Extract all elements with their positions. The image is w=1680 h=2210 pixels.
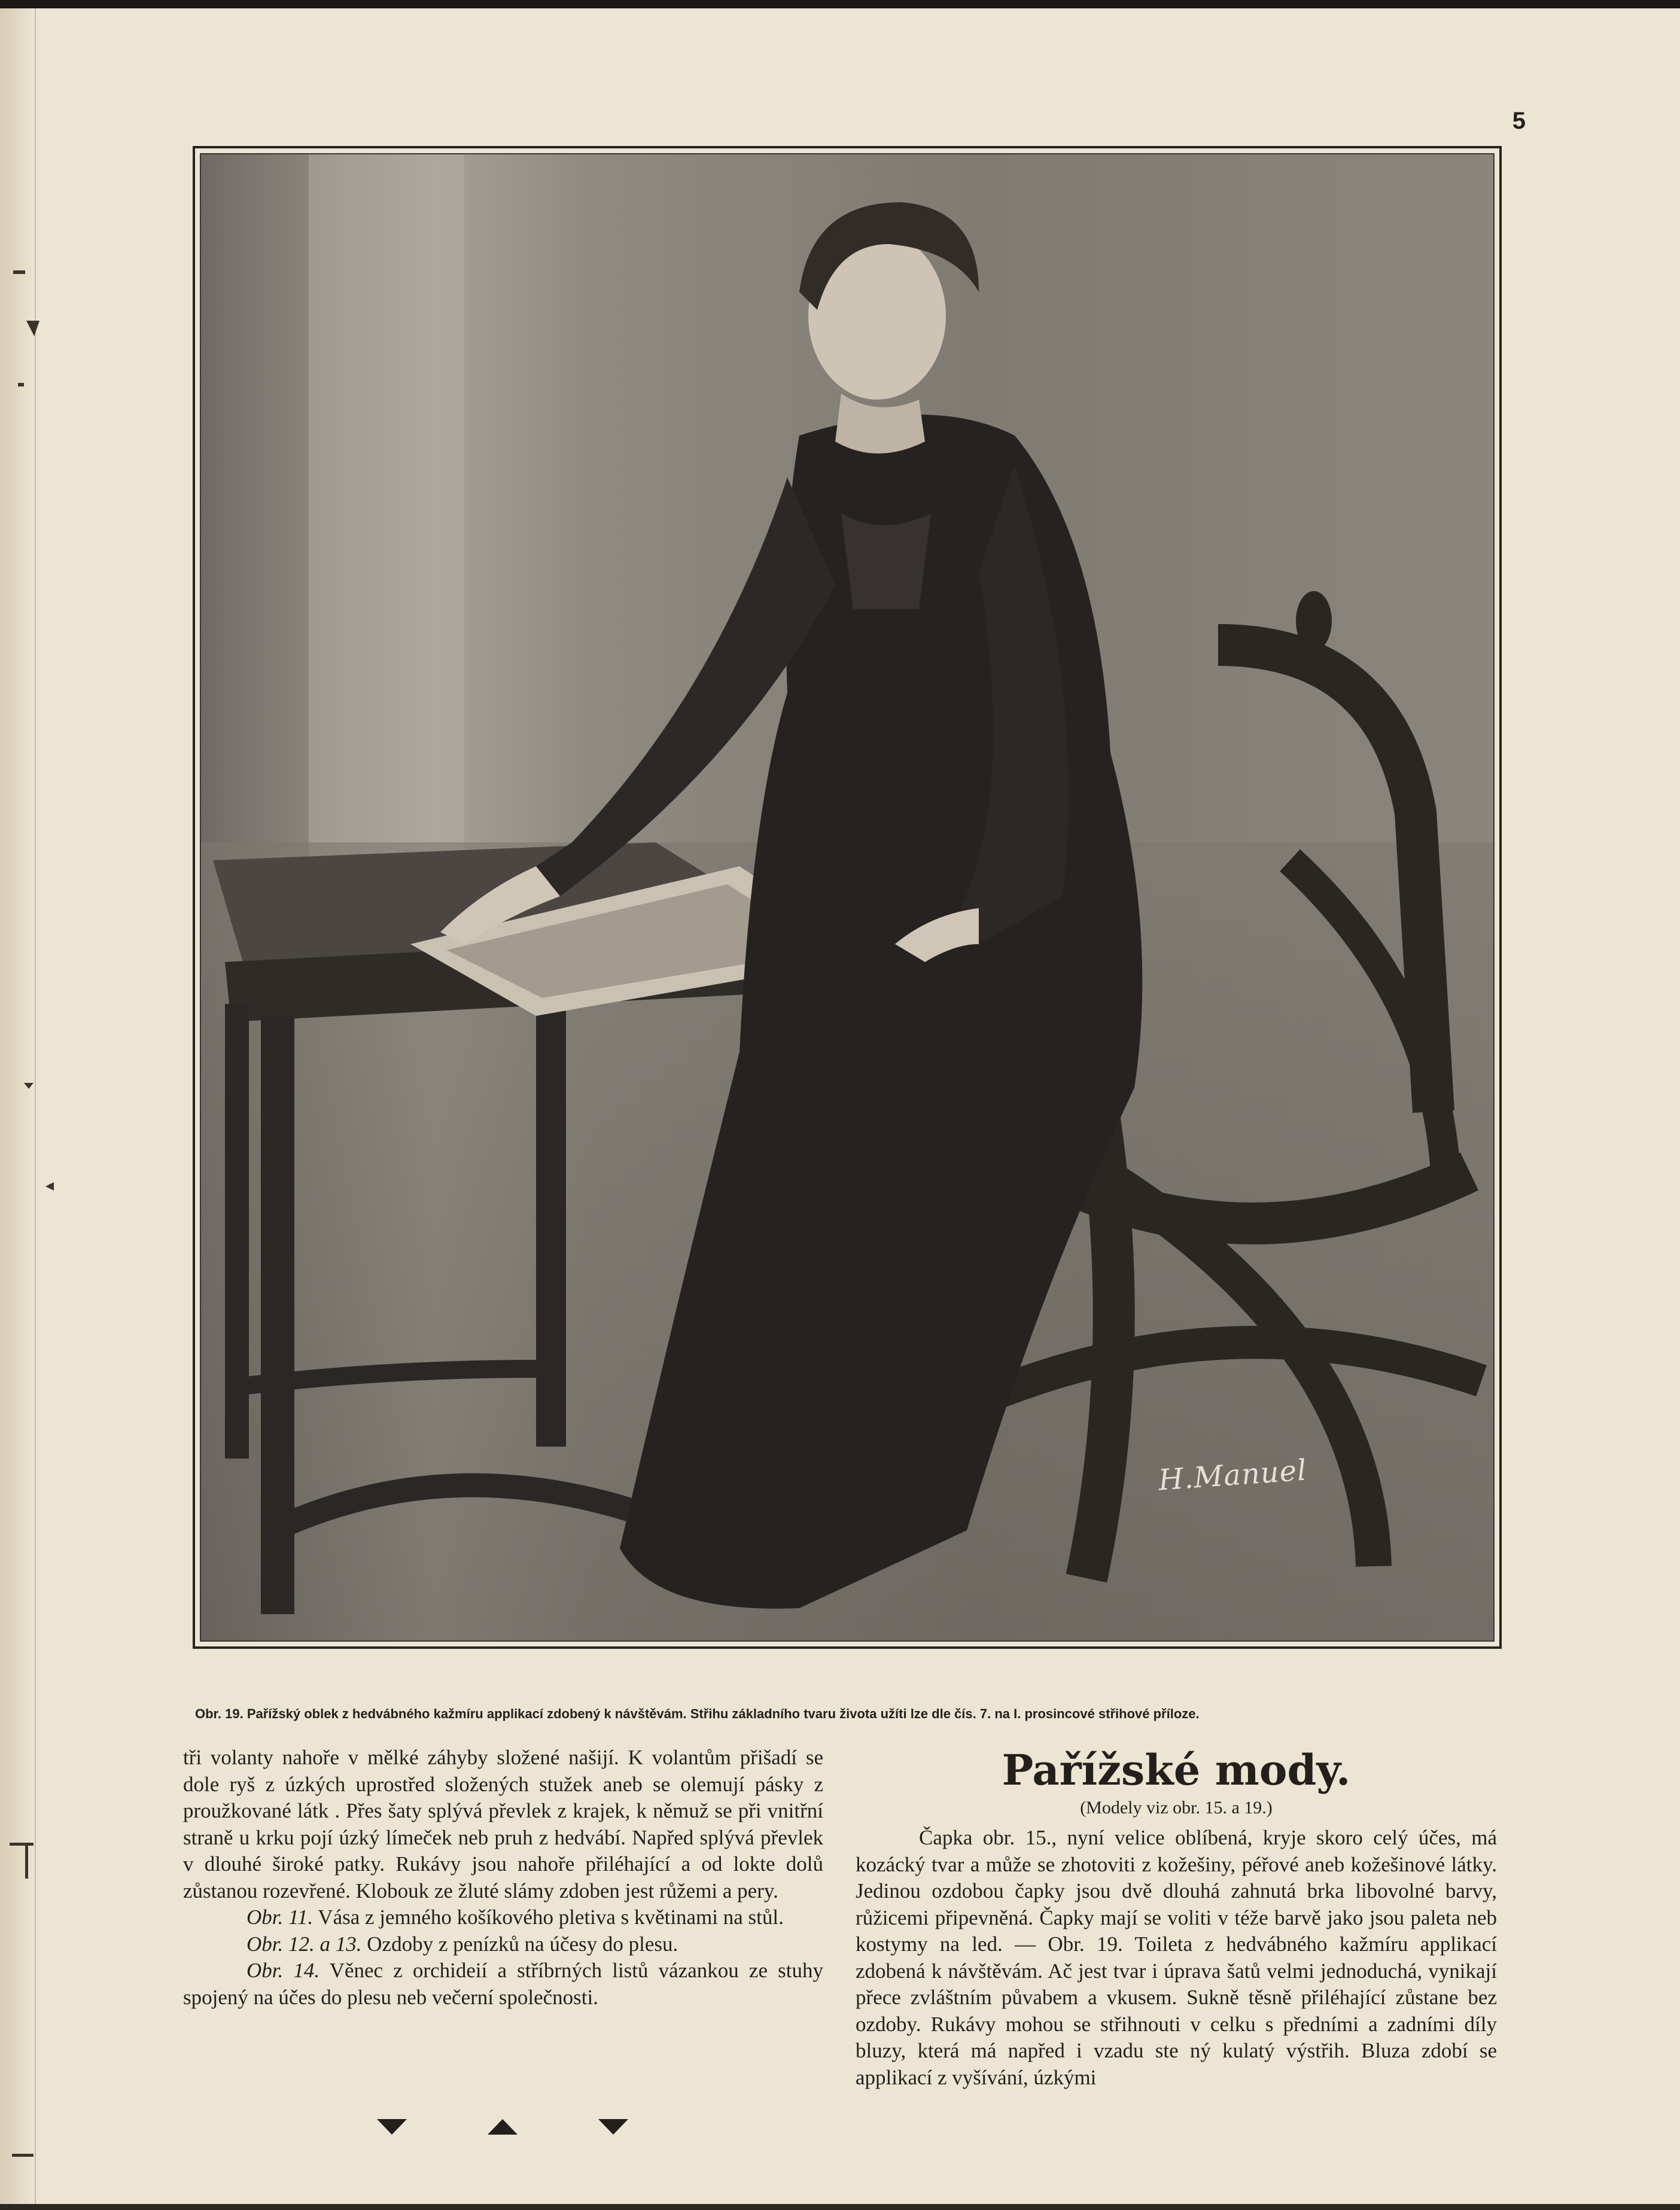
figure-reference: Obr. 12. a 13. (246, 1932, 362, 1956)
photo-illustration (201, 154, 1493, 1640)
backdrop-column (309, 154, 464, 860)
scan-edge-top (0, 0, 1680, 8)
list-item (183, 1958, 823, 2011)
margin-mark (13, 270, 25, 274)
binding-gutter (0, 8, 36, 2204)
figure-reference: Obr. 14. (246, 1959, 320, 1982)
margin-mark (10, 1843, 34, 1846)
margin-mark (12, 2154, 34, 2157)
figure-caption: Obr. 19. Pařížský oblek z hedvábného kažmíru applikací zdobený k návštěvám. Střihu základního tvaru života užíti lze dle čís. 7. na I. prosincové střihové příloze. (195, 1706, 1200, 1721)
body-paragraph: tři volanty nahoře v mělké záhyby složené našijí. K volantům přišadí se dole ryš z úzkých uprostřed složených stužek aneb se olemují pásky z proužkované látk . Přes šaty splývá převlek z krajek, k němuž se při vnitřní straně u krku pojí úzký límeček neb pruh z hedvábí. Napřed splývá převlek v dlouhé široké patky. Rukávy jsou nahoře přiléhající a od lokte dolů zůstanou rozevřené. Klobouk ze žluté slámy zdoben jest růžemi a pery. (183, 1746, 823, 1902)
figure-reference: Obr. 11. (246, 1905, 314, 1929)
margin-mark (18, 383, 24, 386)
right-column (856, 1745, 1497, 2091)
left-column (183, 1745, 823, 2011)
item-text: Vása z jemného košíkového pletiva s květinami na stůl. (318, 1905, 784, 1929)
photographer-signature: H.Manuel (1157, 1453, 1308, 1497)
ornament-triangle-down (377, 2119, 407, 2135)
margin-mark (45, 1182, 54, 1191)
ornament-triangle-down (598, 2119, 628, 2135)
item-text: Věnec z orchideií a stříbrných listů vázankou ze stuhy spojený na účes do plesu neb večerní společnosti. (183, 1959, 823, 2009)
item-text: Ozdoby z penízků na účesy do plesu. (367, 1932, 678, 1956)
fashion-photograph (193, 146, 1502, 1649)
list-item (183, 1931, 823, 1958)
scan-edge-bottom (0, 2204, 1680, 2210)
margin-mark (25, 1843, 28, 1879)
photo-plate (200, 153, 1495, 1642)
ornament-triangle-up (488, 2119, 518, 2135)
section-ornament (371, 2117, 634, 2141)
article-subtitle: (Modely viz obr. 15. a 19.) (1080, 1798, 1273, 1818)
page-number: 5 (1512, 108, 1526, 134)
article-body: Čapka obr. 15., nyní velice oblíbená, kryje skoro celý účes, má kozácký tvar a může se zhotoviti z kožešiny, péřové aneb kožešinové látky. Jedinou ozdobou čapky jsou dvě dlouhá zahnutá brka libovolné barvy, růžicemi připevněná. Čapky mají se voliti v téže barvě jako jsou paleta neb kostymy na led. — Obr. 19. Toileta z hedvábného kažmíru applikací zdobená k návštěvám. Ač jest tvar i úprava šatů velmi jednoduchá, vynikají přece zvláštním půvabem a vkusem. Sukně těsně přiléhající zůstane bez ozdoby. Rukávy mohou se střihnouti v celku s předními a zadními díly bluzy, která má napřed i vzadu ste ný kulatý výstřih. Bluza zdobí se applikací z vyšívání, úzkými (856, 1826, 1497, 2089)
article-title: Pařížské mody. (1002, 1745, 1351, 1795)
list-item (183, 1904, 823, 1931)
